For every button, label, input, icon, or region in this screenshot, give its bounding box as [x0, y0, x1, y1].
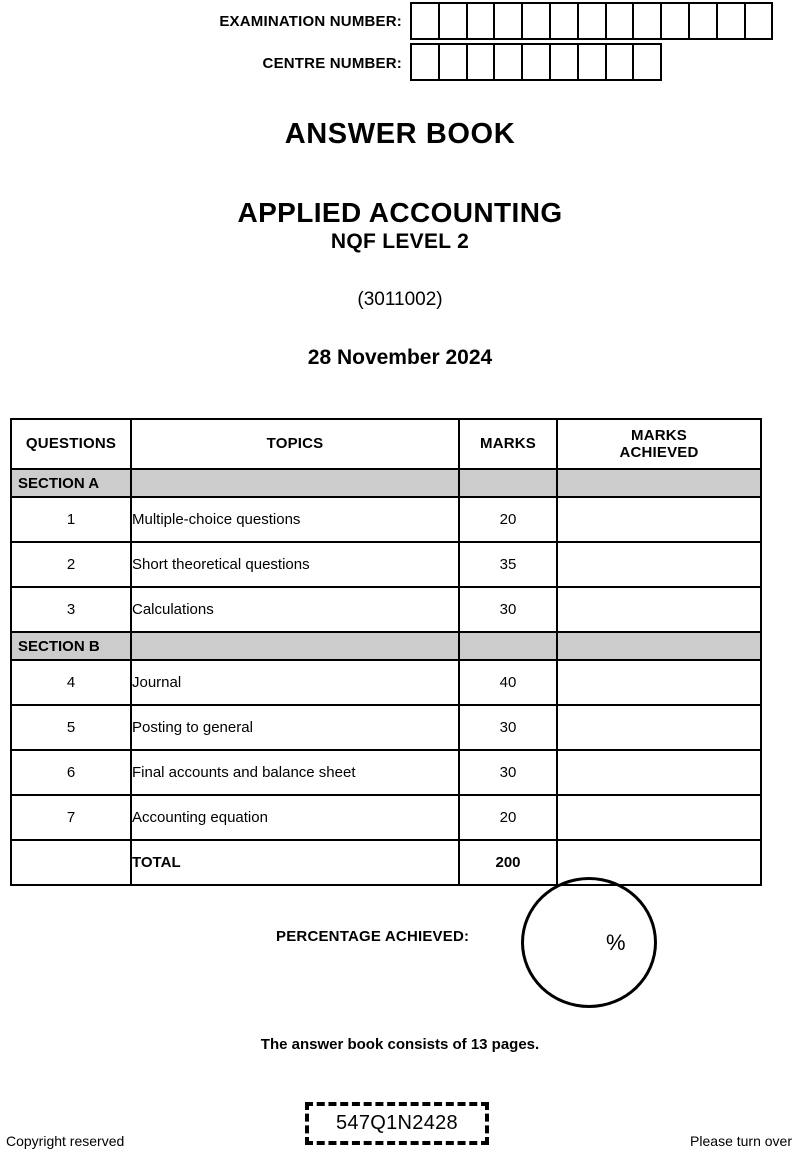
section-spacer-marks: [459, 632, 557, 660]
table-row: [11, 705, 761, 750]
table-row: [11, 795, 761, 840]
examination-number-box-2[interactable]: [438, 2, 468, 40]
section-label: SECTION A: [11, 469, 131, 497]
cell-marks: 20: [459, 795, 557, 840]
column-header-topics: TOPICS: [131, 419, 459, 469]
table-row: [11, 497, 761, 542]
centre-number-box-4[interactable]: [493, 43, 523, 81]
percent-sign: %: [606, 930, 626, 955]
centre-number-box-3[interactable]: [466, 43, 496, 81]
examination-number-boxes[interactable]: [410, 2, 773, 40]
percentage-achieved-label: PERCENTAGE ACHIEVED:: [276, 928, 470, 945]
cell-topic: Final accounts and balance sheet: [131, 750, 459, 795]
examination-number-box-1[interactable]: [410, 2, 440, 40]
centre-number-box-1[interactable]: [410, 43, 440, 81]
cell-topic: Journal: [131, 660, 459, 705]
percentage-achieved-block: [0, 876, 800, 1016]
paper-code-box: [305, 1102, 489, 1145]
examination-number-box-5[interactable]: [521, 2, 551, 40]
centre-number-box-2[interactable]: [438, 43, 468, 81]
cell-marks-achieved[interactable]: [557, 705, 761, 750]
marks-achieved-line2: ACHIEVED: [619, 444, 699, 461]
copyright-notice: Copyright reserved: [6, 1133, 125, 1149]
centre-number-box-9[interactable]: [632, 43, 662, 81]
section-spacer-achieved: [557, 469, 761, 497]
examination-number-row: [0, 0, 800, 42]
column-header-marks: MARKS: [459, 419, 557, 469]
qualification-level: NQF LEVEL 2: [330, 230, 470, 254]
marks-achieved-line1: MARKS: [631, 426, 687, 444]
page-count-note: The answer book consists of 13 pages.: [260, 1036, 540, 1053]
table-row: [11, 542, 761, 587]
section-divider-row: [11, 632, 761, 660]
paper-code-text: 547Q1N2428: [336, 1112, 458, 1134]
section-spacer-topics: [131, 632, 459, 660]
examination-number-box-8[interactable]: [605, 2, 635, 40]
cell-topic: Calculations: [131, 587, 459, 632]
candidate-number-block: [0, 0, 800, 84]
cell-question-number: 1: [11, 497, 131, 542]
cell-marks-achieved[interactable]: [557, 795, 761, 840]
turn-over-notice: Please turn over: [690, 1133, 792, 1149]
section-label: SECTION B: [11, 632, 131, 660]
table-header-row: [11, 419, 761, 469]
centre-number-box-8[interactable]: [605, 43, 635, 81]
centre-number-box-7[interactable]: [577, 43, 607, 81]
examination-number-box-10[interactable]: [660, 2, 690, 40]
examination-number-box-9[interactable]: [632, 2, 662, 40]
cell-question-number: 6: [11, 750, 131, 795]
cell-marks-achieved[interactable]: [557, 750, 761, 795]
cell-marks: 200: [459, 840, 557, 885]
table-row: [11, 660, 761, 705]
cell-marks: 35: [459, 542, 557, 587]
section-spacer-marks: [459, 469, 557, 497]
cell-marks-achieved[interactable]: [557, 497, 761, 542]
section-spacer-achieved: [557, 632, 761, 660]
subject-title: APPLIED ACCOUNTING: [237, 197, 563, 228]
cell-marks-achieved[interactable]: [557, 542, 761, 587]
cell-question-number: 5: [11, 705, 131, 750]
column-header-questions: QUESTIONS: [11, 419, 131, 469]
section-spacer-topics: [131, 469, 459, 497]
cell-marks-achieved[interactable]: [557, 660, 761, 705]
table-row: [11, 750, 761, 795]
centre-number-box-6[interactable]: [549, 43, 579, 81]
percentage-achieved-circle[interactable]: [521, 877, 657, 1008]
examination-number-box-6[interactable]: [549, 2, 579, 40]
centre-number-label: CENTRE NUMBER:: [262, 54, 402, 72]
cell-question-number: 7: [11, 795, 131, 840]
examination-number-box-7[interactable]: [577, 2, 607, 40]
cell-marks: 20: [459, 497, 557, 542]
examination-number-box-3[interactable]: [466, 2, 496, 40]
section-divider-row: [11, 469, 761, 497]
page-title: ANSWER BOOK: [284, 118, 516, 150]
examination-number-box-12[interactable]: [716, 2, 746, 40]
cell-question-number: 2: [11, 542, 131, 587]
exam-date: 28 November 2024: [307, 346, 493, 370]
examination-number-box-11[interactable]: [688, 2, 718, 40]
table-row: [11, 587, 761, 632]
marks-summary-table: [10, 418, 762, 886]
cell-marks: 40: [459, 660, 557, 705]
cell-topic: Multiple-choice questions: [131, 497, 459, 542]
cell-topic: Short theoretical questions: [131, 542, 459, 587]
cell-marks: 30: [459, 705, 557, 750]
cell-marks-achieved[interactable]: [557, 587, 761, 632]
centre-number-boxes[interactable]: [410, 43, 662, 81]
cell-topic: TOTAL: [131, 840, 459, 885]
title-block: [0, 118, 800, 370]
cell-question-number: 3: [11, 587, 131, 632]
centre-number-box-5[interactable]: [521, 43, 551, 81]
cell-topic: Posting to general: [131, 705, 459, 750]
centre-number-row: [0, 42, 800, 84]
cell-topic: Accounting equation: [131, 795, 459, 840]
column-header-marks-achieved: [557, 419, 761, 469]
examination-number-box-4[interactable]: [493, 2, 523, 40]
cell-marks: 30: [459, 587, 557, 632]
subject-code: (3011002): [357, 289, 443, 311]
examination-number-box-13[interactable]: [744, 2, 774, 40]
cell-question-number: 4: [11, 660, 131, 705]
cell-marks: 30: [459, 750, 557, 795]
examination-number-label: EXAMINATION NUMBER:: [219, 12, 402, 30]
